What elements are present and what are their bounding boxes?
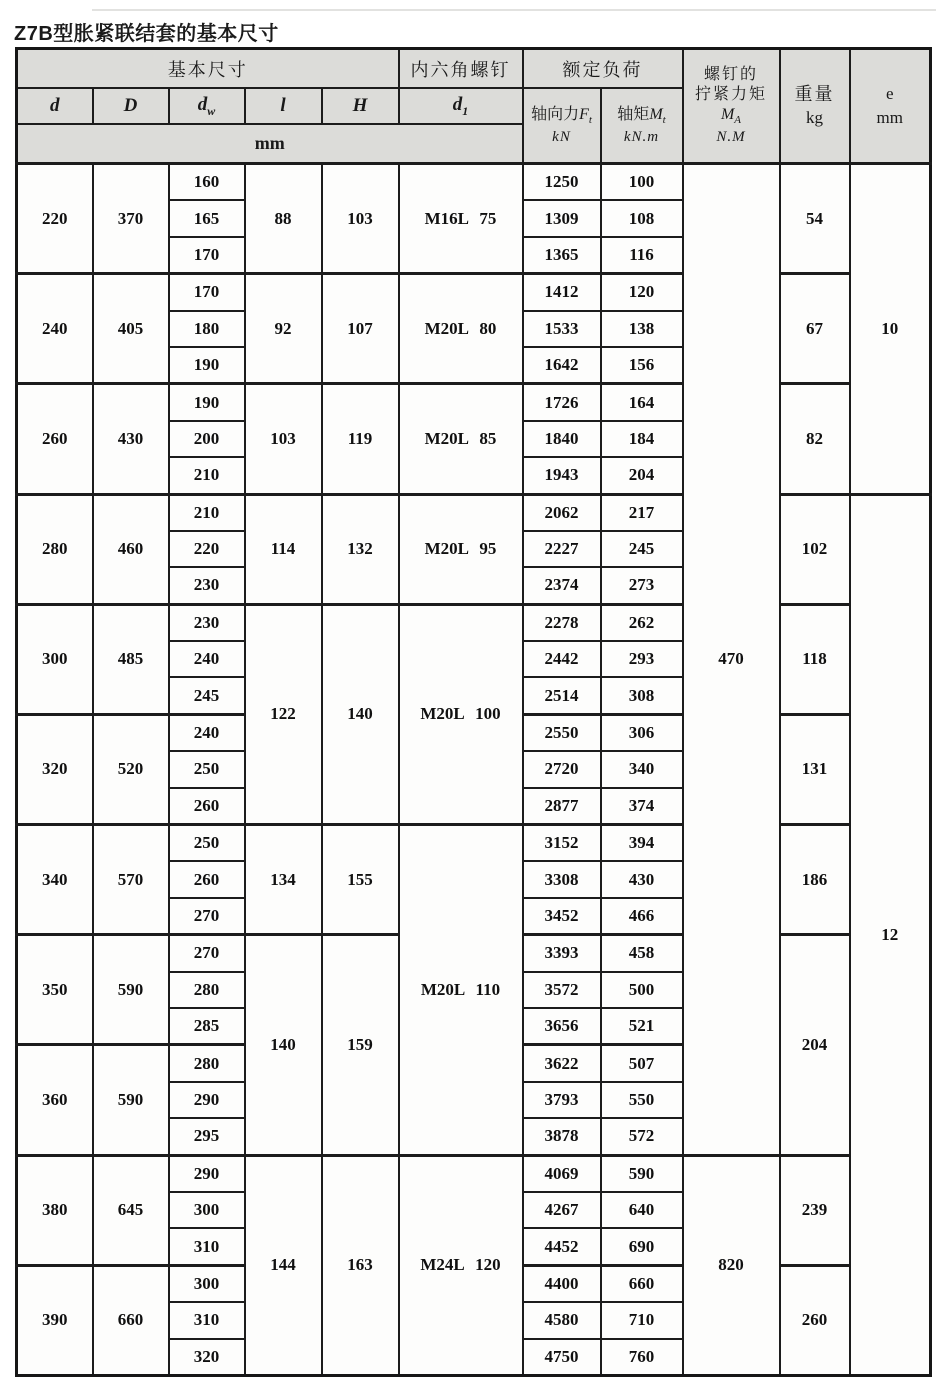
cell-d1: M24L 120 bbox=[399, 1155, 523, 1375]
cell-d1: M20L 95 bbox=[399, 494, 523, 604]
cell-axial-force: 2550 bbox=[523, 714, 601, 751]
cell-D: 405 bbox=[93, 274, 169, 384]
cell-dw: 210 bbox=[169, 494, 245, 531]
cell-dw: 310 bbox=[169, 1228, 245, 1265]
cell-dw: 250 bbox=[169, 751, 245, 787]
cell-axial-force: 3878 bbox=[523, 1118, 601, 1155]
cell-dw: 170 bbox=[169, 274, 245, 311]
cell-d: 320 bbox=[17, 714, 93, 824]
cell-dw: 270 bbox=[169, 935, 245, 972]
cell-tightening-torque: 820 bbox=[683, 1155, 780, 1375]
cell-axial-force: 1250 bbox=[523, 164, 601, 201]
header-col-H: H bbox=[322, 88, 399, 124]
cell-torque: 521 bbox=[601, 1008, 683, 1045]
cell-axial-force: 3452 bbox=[523, 898, 601, 935]
tightening-torque-unit: N.M bbox=[716, 129, 746, 146]
cell-torque: 245 bbox=[601, 531, 683, 567]
cell-D: 430 bbox=[93, 384, 169, 494]
cell-axial-force: 1642 bbox=[523, 347, 601, 384]
cell-torque: 116 bbox=[601, 237, 683, 274]
e-unit: mm bbox=[876, 108, 903, 127]
cell-d1: M16L 75 bbox=[399, 164, 523, 274]
cell-dw: 230 bbox=[169, 604, 245, 641]
cell-H: 155 bbox=[322, 825, 399, 935]
cell-axial-force: 3572 bbox=[523, 972, 601, 1008]
cell-l: 103 bbox=[245, 384, 322, 494]
cell-D: 660 bbox=[93, 1265, 169, 1375]
tightening-torque-label-line2: 拧紧力矩 bbox=[694, 86, 767, 104]
cell-D: 645 bbox=[93, 1155, 169, 1265]
cell-axial-force: 1943 bbox=[523, 457, 601, 494]
cell-tightening-torque: 470 bbox=[683, 164, 780, 1156]
cell-axial-force: 3656 bbox=[523, 1008, 601, 1045]
cell-weight: 186 bbox=[780, 825, 850, 935]
cell-torque: 640 bbox=[601, 1192, 683, 1228]
torque-label: 轴矩$M_t$ bbox=[617, 105, 666, 126]
cell-torque: 164 bbox=[601, 384, 683, 421]
cell-dw: 290 bbox=[169, 1155, 245, 1192]
cell-dw: 210 bbox=[169, 457, 245, 494]
cell-axial-force: 4452 bbox=[523, 1228, 601, 1265]
cell-weight: 82 bbox=[780, 384, 850, 494]
cell-axial-force: 2227 bbox=[523, 531, 601, 567]
cell-torque: 466 bbox=[601, 898, 683, 935]
cell-d: 350 bbox=[17, 935, 93, 1045]
cell-axial-force: 2877 bbox=[523, 788, 601, 825]
cell-H: 132 bbox=[322, 494, 399, 604]
cell-dw: 200 bbox=[169, 421, 245, 457]
cell-dw: 180 bbox=[169, 311, 245, 347]
cell-torque: 108 bbox=[601, 200, 683, 236]
cell-dw: 260 bbox=[169, 861, 245, 897]
header-e bbox=[850, 49, 931, 164]
cell-d: 380 bbox=[17, 1155, 93, 1265]
cell-dw: 320 bbox=[169, 1339, 245, 1376]
cell-torque: 293 bbox=[601, 641, 683, 677]
cell-dw: 240 bbox=[169, 641, 245, 677]
cell-H: 159 bbox=[322, 935, 399, 1155]
cell-d1: M20L 85 bbox=[399, 384, 523, 494]
cell-D: 570 bbox=[93, 825, 169, 935]
cell-axial-force: 1726 bbox=[523, 384, 601, 421]
cell-axial-force: 3152 bbox=[523, 825, 601, 862]
header-col-dw: $d_w$ bbox=[169, 88, 245, 124]
cell-H: 103 bbox=[322, 164, 399, 274]
cell-dw: 295 bbox=[169, 1118, 245, 1155]
cell-dw: 245 bbox=[169, 677, 245, 714]
cell-dw: 310 bbox=[169, 1302, 245, 1338]
cell-H: 140 bbox=[322, 604, 399, 824]
cell-dw: 280 bbox=[169, 972, 245, 1008]
cell-dw: 290 bbox=[169, 1082, 245, 1118]
cell-axial-force: 1533 bbox=[523, 311, 601, 347]
cell-axial-force: 4580 bbox=[523, 1302, 601, 1338]
cell-axial-force: 1309 bbox=[523, 200, 601, 236]
cell-axial-force: 3308 bbox=[523, 861, 601, 897]
cell-dw: 285 bbox=[169, 1008, 245, 1045]
cell-dw: 190 bbox=[169, 384, 245, 421]
header-col-l: l bbox=[245, 88, 322, 124]
cell-dw: 170 bbox=[169, 237, 245, 274]
cell-d: 240 bbox=[17, 274, 93, 384]
cell-torque: 306 bbox=[601, 714, 683, 751]
cell-l: 140 bbox=[245, 935, 322, 1155]
cell-dw: 280 bbox=[169, 1045, 245, 1082]
cell-torque: 374 bbox=[601, 788, 683, 825]
cell-weight: 54 bbox=[780, 164, 850, 274]
cell-e: 10 bbox=[850, 164, 931, 495]
cell-torque: 138 bbox=[601, 311, 683, 347]
cell-weight: 102 bbox=[780, 494, 850, 604]
header-tightening-torque bbox=[683, 49, 780, 164]
cell-axial-force: 4400 bbox=[523, 1265, 601, 1302]
cell-dw: 230 bbox=[169, 567, 245, 604]
header-torque bbox=[601, 88, 683, 164]
cell-axial-force: 2442 bbox=[523, 641, 601, 677]
header-col-D: D bbox=[93, 88, 169, 124]
torque-unit: kN.m bbox=[623, 128, 660, 145]
cell-d1: M20L 100 bbox=[399, 604, 523, 824]
cell-e: 12 bbox=[850, 494, 931, 1375]
cell-axial-force: 4069 bbox=[523, 1155, 601, 1192]
cell-torque: 184 bbox=[601, 421, 683, 457]
cell-axial-force: 1412 bbox=[523, 274, 601, 311]
cell-weight: 67 bbox=[780, 274, 850, 384]
cell-H: 107 bbox=[322, 274, 399, 384]
cell-axial-force: 1365 bbox=[523, 237, 601, 274]
cell-d1: M20L 80 bbox=[399, 274, 523, 384]
header-rated-load: 额定负荷 bbox=[523, 49, 683, 89]
cell-torque: 660 bbox=[601, 1265, 683, 1302]
cell-l: 88 bbox=[245, 164, 322, 274]
cell-torque: 204 bbox=[601, 457, 683, 494]
cell-torque: 572 bbox=[601, 1118, 683, 1155]
cell-torque: 458 bbox=[601, 935, 683, 972]
cell-dw: 250 bbox=[169, 825, 245, 862]
cell-torque: 430 bbox=[601, 861, 683, 897]
header-col-d1: $d_1$ bbox=[399, 88, 523, 124]
cell-weight: 131 bbox=[780, 714, 850, 824]
cell-weight: 260 bbox=[780, 1265, 850, 1375]
cell-axial-force: 2720 bbox=[523, 751, 601, 787]
cell-D: 370 bbox=[93, 164, 169, 274]
cell-d: 220 bbox=[17, 164, 93, 274]
spec-table bbox=[15, 47, 932, 1377]
axial-force-unit: kN bbox=[552, 128, 571, 145]
cell-H: 119 bbox=[322, 384, 399, 494]
cell-axial-force: 2278 bbox=[523, 604, 601, 641]
header-col-d: d bbox=[17, 88, 93, 124]
cell-l: 122 bbox=[245, 604, 322, 824]
axial-force-label: 轴向力$F_t$ bbox=[531, 105, 592, 126]
cell-torque: 590 bbox=[601, 1155, 683, 1192]
cell-H: 163 bbox=[322, 1155, 399, 1375]
cell-axial-force: 4750 bbox=[523, 1339, 601, 1376]
cell-dw: 300 bbox=[169, 1265, 245, 1302]
cell-torque: 394 bbox=[601, 825, 683, 862]
cell-dw: 300 bbox=[169, 1192, 245, 1228]
cell-axial-force: 2514 bbox=[523, 677, 601, 714]
cell-torque: 217 bbox=[601, 494, 683, 531]
cell-d: 390 bbox=[17, 1265, 93, 1375]
cell-D: 460 bbox=[93, 494, 169, 604]
cell-torque: 507 bbox=[601, 1045, 683, 1082]
cell-axial-force: 1840 bbox=[523, 421, 601, 457]
cell-weight: 118 bbox=[780, 604, 850, 714]
e-symbol: e bbox=[885, 84, 894, 104]
cell-torque: 500 bbox=[601, 972, 683, 1008]
cell-l: 114 bbox=[245, 494, 322, 604]
cell-torque: 308 bbox=[601, 677, 683, 714]
cell-D: 590 bbox=[93, 935, 169, 1045]
cell-torque: 760 bbox=[601, 1339, 683, 1376]
cell-dw: 220 bbox=[169, 531, 245, 567]
cell-dw: 240 bbox=[169, 714, 245, 751]
cell-D: 520 bbox=[93, 714, 169, 824]
cell-dw: 260 bbox=[169, 788, 245, 825]
cell-l: 134 bbox=[245, 825, 322, 935]
cell-torque: 340 bbox=[601, 751, 683, 787]
cell-d: 340 bbox=[17, 825, 93, 935]
cell-torque: 550 bbox=[601, 1082, 683, 1118]
weight-label: 重量 bbox=[794, 84, 835, 105]
header-axial-force bbox=[523, 88, 601, 164]
header-basic-dims: 基本尺寸 bbox=[17, 49, 399, 89]
cell-l: 92 bbox=[245, 274, 322, 384]
cell-torque: 710 bbox=[601, 1302, 683, 1338]
cell-torque: 100 bbox=[601, 164, 683, 201]
cell-torque: 273 bbox=[601, 567, 683, 604]
header-unit-mm: mm bbox=[17, 124, 523, 164]
cell-d: 260 bbox=[17, 384, 93, 494]
cell-torque: 120 bbox=[601, 274, 683, 311]
tightening-torque-label-line1: 螺钉的 bbox=[703, 66, 758, 84]
cell-d: 300 bbox=[17, 604, 93, 714]
cell-axial-force: 2062 bbox=[523, 494, 601, 531]
cell-D: 485 bbox=[93, 604, 169, 714]
cell-axial-force: 3393 bbox=[523, 935, 601, 972]
page-title: Z7B型胀紧联结套的基本尺寸 bbox=[14, 23, 279, 45]
cell-l: 144 bbox=[245, 1155, 322, 1375]
cell-weight: 239 bbox=[780, 1155, 850, 1265]
cell-axial-force: 3793 bbox=[523, 1082, 601, 1118]
cell-weight: 204 bbox=[780, 935, 850, 1155]
header-hex-screw: 内六角螺钉 bbox=[399, 49, 523, 89]
cell-axial-force: 3622 bbox=[523, 1045, 601, 1082]
cell-dw: 165 bbox=[169, 200, 245, 236]
cell-dw: 270 bbox=[169, 898, 245, 935]
cell-torque: 690 bbox=[601, 1228, 683, 1265]
weight-unit: kg bbox=[806, 107, 823, 127]
cell-d: 360 bbox=[17, 1045, 93, 1155]
cell-d: 280 bbox=[17, 494, 93, 604]
cell-dw: 190 bbox=[169, 347, 245, 384]
cell-d1: M20L 110 bbox=[399, 825, 523, 1156]
page-top-edge-line bbox=[92, 9, 936, 11]
cell-axial-force: 4267 bbox=[523, 1192, 601, 1228]
cell-D: 590 bbox=[93, 1045, 169, 1155]
cell-dw: 160 bbox=[169, 164, 245, 201]
cell-torque: 156 bbox=[601, 347, 683, 384]
cell-axial-force: 2374 bbox=[523, 567, 601, 604]
cell-torque: 262 bbox=[601, 604, 683, 641]
header-weight bbox=[780, 49, 850, 164]
tightening-torque-symbol: $M_A$ bbox=[720, 106, 742, 127]
